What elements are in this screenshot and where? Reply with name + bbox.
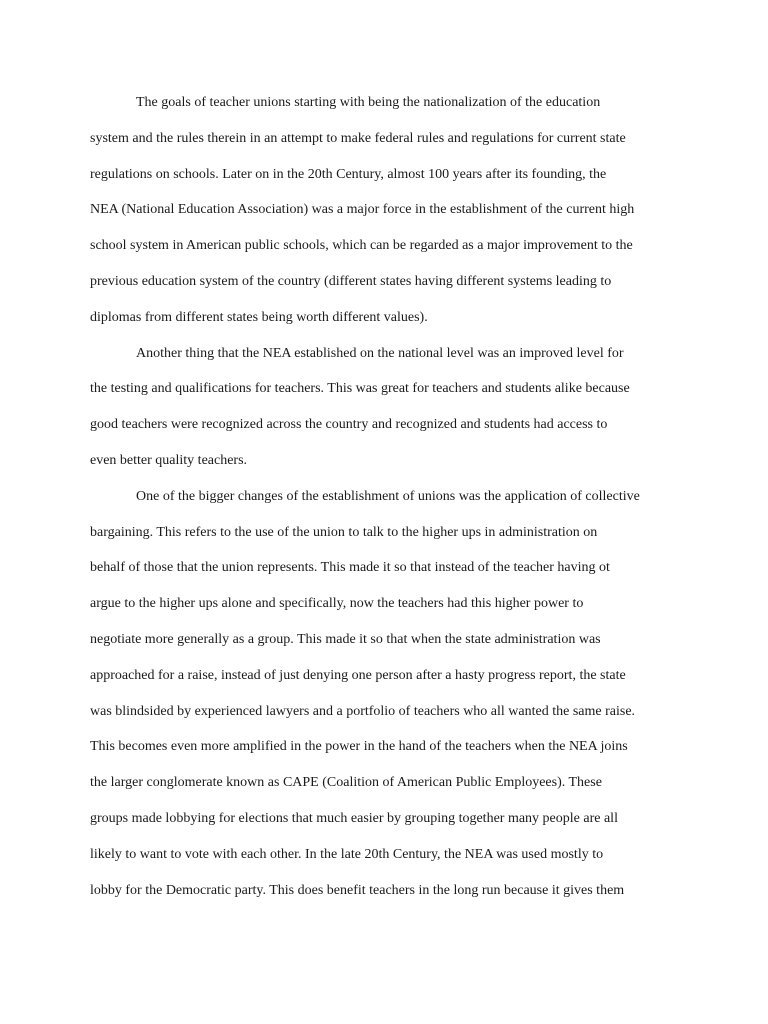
paragraph-3-line-5: negotiate more generally as a group. This made it so that when the state administration was — [90, 631, 601, 647]
document-body — [90, 85, 690, 944]
paragraph-2-line-3: good teachers were recognized across the country and recognized and students had access to — [90, 417, 608, 433]
paragraph-2-line-2: the testing and qualifications for teachers. This was great for teachers and students alike because — [90, 381, 630, 397]
paragraph-1-line-6: previous education system of the country (different states having different systems leading to — [90, 273, 612, 289]
paragraph-3-line-10: groups made lobbying for elections that much easier by grouping together many people are all — [90, 810, 618, 826]
paragraph-1-line-2: system and the rules therein in an attempt to make federal rules and regulations for current state — [90, 130, 626, 146]
paragraph-3-line-13 — [90, 908, 690, 944]
paragraph-1-line-1: The goals of teacher unions starting with being the nationalization of the education — [136, 95, 601, 110]
paragraph-3-line-3: behalf of those that the union represents. This made it so that instead of the teacher having ot — [90, 560, 610, 576]
paragraph-3-line-1: One of the bigger changes of the establishment of unions was the application of collective — [136, 488, 640, 504]
paragraph-3-line-6: approached for a raise, instead of just denying one person after a hasty progress report, the state — [90, 667, 626, 683]
paragraph-1-line-7: diplomas from different states being worth different values). — [90, 309, 428, 325]
paragraph-2-line-1: Another thing that the NEA established on the national level was an improved level for — [136, 345, 624, 361]
paragraph-1-line-4: NEA (National Education Association) was a major force in the establishment of the current high — [90, 202, 635, 218]
paragraph-3-line-9: the larger conglomerate known as CAPE (Coalition of American Public Employees). These — [90, 775, 602, 791]
paragraph-1-line-3: regulations on schools. Later on in the 20th Century, almost 100 years after its founding, the — [90, 166, 607, 182]
paragraph-3-line-8: This becomes even more amplified in the power in the hand of the teachers when the NEA joins — [90, 739, 628, 755]
paragraph-3-line-2: bargaining. This refers to the use of the union to talk to the higher ups in administration on — [90, 524, 598, 540]
paragraph-2-line-4: even better quality teachers. — [90, 452, 248, 468]
paragraph-3-line-7: was blindsided by experienced lawyers and a portfolio of teachers who all wanted the same raise. — [90, 703, 636, 719]
paragraph-1-line-5: school system in American public schools, which can be regarded as a major improvement to the — [90, 238, 633, 254]
paragraph-3-line-11: likely to want to vote with each other. In the late 20th Century, the NEA was used mostly to — [90, 846, 604, 862]
paragraph-3-line-12: lobby for the Democratic party. This does benefit teachers in the long run because it gives them — [90, 882, 625, 898]
paragraph-3-line-4: argue to the higher ups alone and specifically, now the teachers had this higher power to — [90, 596, 584, 612]
